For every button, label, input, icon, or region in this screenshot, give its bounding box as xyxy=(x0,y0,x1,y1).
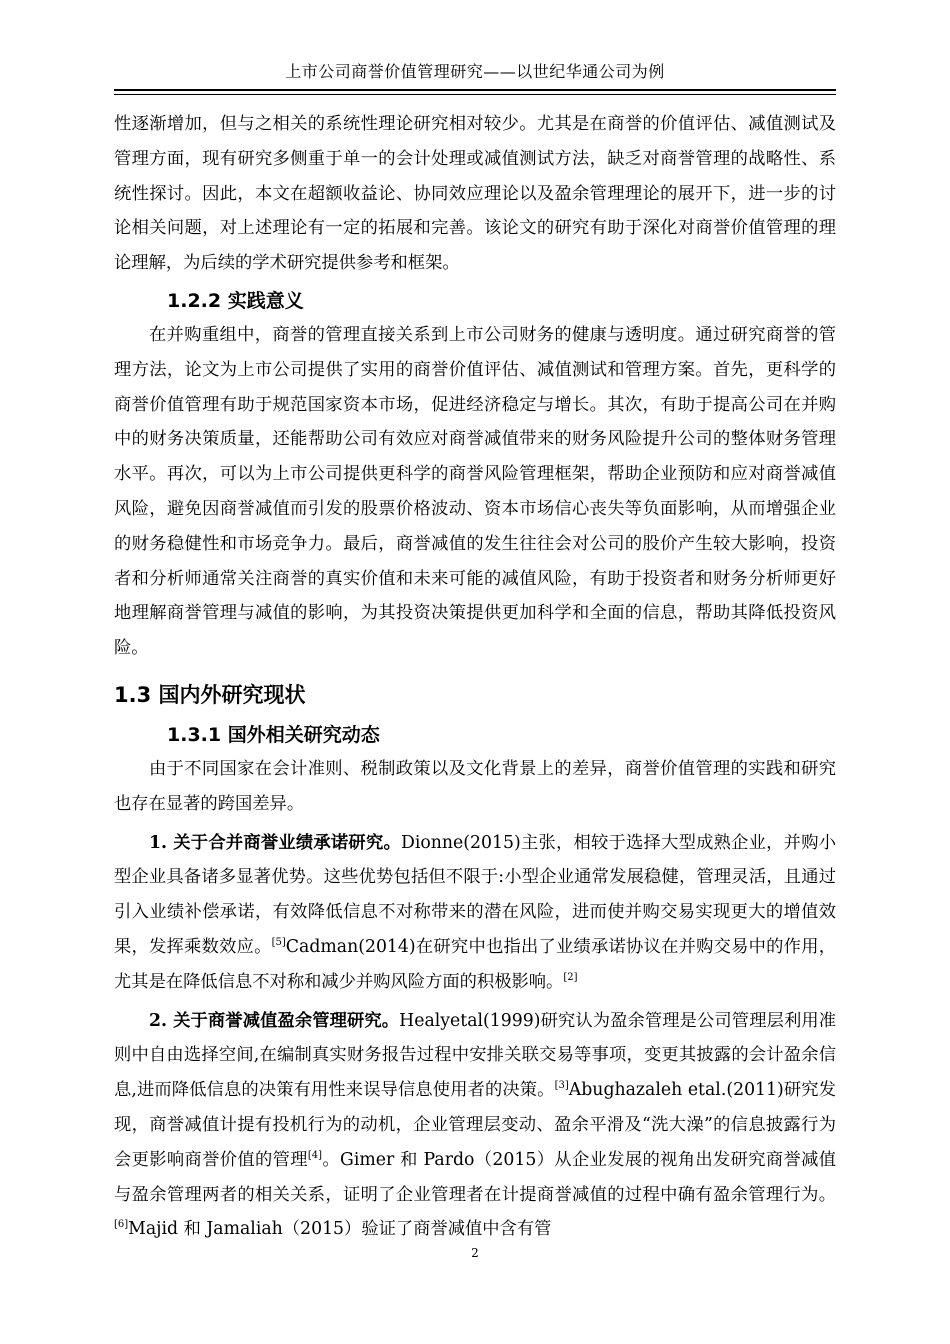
citation-ref: [4] xyxy=(307,1149,323,1161)
citation-ref: [2] xyxy=(563,971,578,983)
citation-ref: [3] xyxy=(554,1080,569,1092)
header-rule-thin xyxy=(114,94,836,95)
running-header: 上市公司商誉价值管理研究——以世纪华通公司为例 xyxy=(285,62,665,81)
paragraph-earnings-management xyxy=(114,1004,836,1248)
citation-ref: [6] xyxy=(114,1219,129,1231)
heading-1-2-2: 1.2.2 实践意义 xyxy=(167,289,304,312)
page-number: 2 xyxy=(471,1246,479,1260)
paragraph-lead: 2. 关于商誉减值盈余管理研究。 xyxy=(149,1010,400,1031)
paragraph-performance-commitment xyxy=(114,826,836,1000)
paragraph-lead: 1. 关于合并商誉业绩承诺研究。 xyxy=(149,832,401,853)
paragraph-text: Cadman(2014)在研究中也指出了业绩承诺协议在并购交易中的作用，尤其是在降低信息不对称和减少并购风险方面的积极影响。 xyxy=(114,936,836,992)
paragraph-practical-significance: 在并购重组中，商誉的管理直接关系到上市公司财务的健康与透明度。通过研究商誉的管理方法，论文为上市公司提供了实用的商誉价值评估、减值测试和管理方案。首先，更科学的商誉价值管理有助于规范国家资本市场，促进经济稳定与增长。其次，有助于提高公司在并购中的财务决策质量，还能帮助公司有效应对商誉减值带来的财务风险提升公司的整体财务管理水平。再次，可以为上市公司提供更科学的商誉风险管理框架，帮助企业预防和应对商誉减值风险，避免因商誉减值而引发的股票价格波动、资本市场信心丧失等负面影响，从而增强企业的财务稳健性和市场竞争力。最后，商誉减值的发生往往会对公司的股价产生较大影响，投资者和分析师通常关注商誉的真实价值和未来可能的减值风险，有助于投资者和财务分析师更好地理解商誉管理与减值的影响，为其投资决策提供更加科学和全面的信息，帮助其降低投资风险。 xyxy=(114,324,836,659)
paragraph-theory-continuation: 性逐渐增加，但与之相关的系统性理论研究相对较少。尤其是在商誉的价值评估、减值测试及管理方面，现有研究多侧重于单一的会计处理或减值测试方法，缺乏对商誉管理的战略性、系统性探讨。因此，本文在超额收益论、协同效应理论以及盈余管理理论的展开下，进一步的讨论相关问题，对上述理论有一定的拓展和完善。该论文的研究有助于深化对商誉价值管理的理论理解，为后续的学术研究提供参考和框架。 xyxy=(114,114,836,274)
heading-1-3: 1.3 国内外研究现状 xyxy=(114,682,306,707)
body-content xyxy=(114,107,836,1247)
paragraph-text: Abughazaleh etal.(2011)研究发现，商誉减值计提有投机行为的动机，企业管理层变动、盈余平滑及“洗大澡”的信息披露行为会更影响商誉价值的管理 xyxy=(114,1080,836,1170)
paragraph-text: 。Gimer 和 Pardo（2015）从企业发展的视角出发研究商誉减值与盈余管理两者的相关关系，证明了企业管理者在计提商誉减值的过程中确有盈余管理行为。 xyxy=(114,1149,836,1205)
citation-ref: [5] xyxy=(271,936,286,948)
paragraph-cross-country: 由于不同国家在会计准则、税制政策以及文化背景上的差异，商誉价值管理的实践和研究也存在显著的跨国差异。 xyxy=(114,758,836,814)
heading-1-3-1: 1.3.1 国外相关研究动态 xyxy=(167,723,380,746)
paragraph-text: Healyetal(1999)研究认为盈余管理是公司管理层利用准则中自由选择空间,在编制真实财务报告过程中安排关联交易等事项，变更其披露的会计盈余信息,进而降低信息的决策有用性来误导信息使用者的决策。 xyxy=(114,1010,837,1101)
paragraph-text: Dionne(2015)主张，相较于选择大型成熟企业，并购小型企业具备诸多显著优势。这些优势包括但不限于:小型企业通常发展稳健，管理灵活，且通过引入业绩补偿承诺，有效降低信息不对称带来的潜在风险，进而使并购交易实现更大的增值效果，发挥乘数效应。 xyxy=(114,832,836,957)
paragraph-text: Majid 和 Jamaliah（2015）验证了商誉减值中含有管 xyxy=(128,1219,552,1240)
header-rule-thick xyxy=(114,89,836,91)
